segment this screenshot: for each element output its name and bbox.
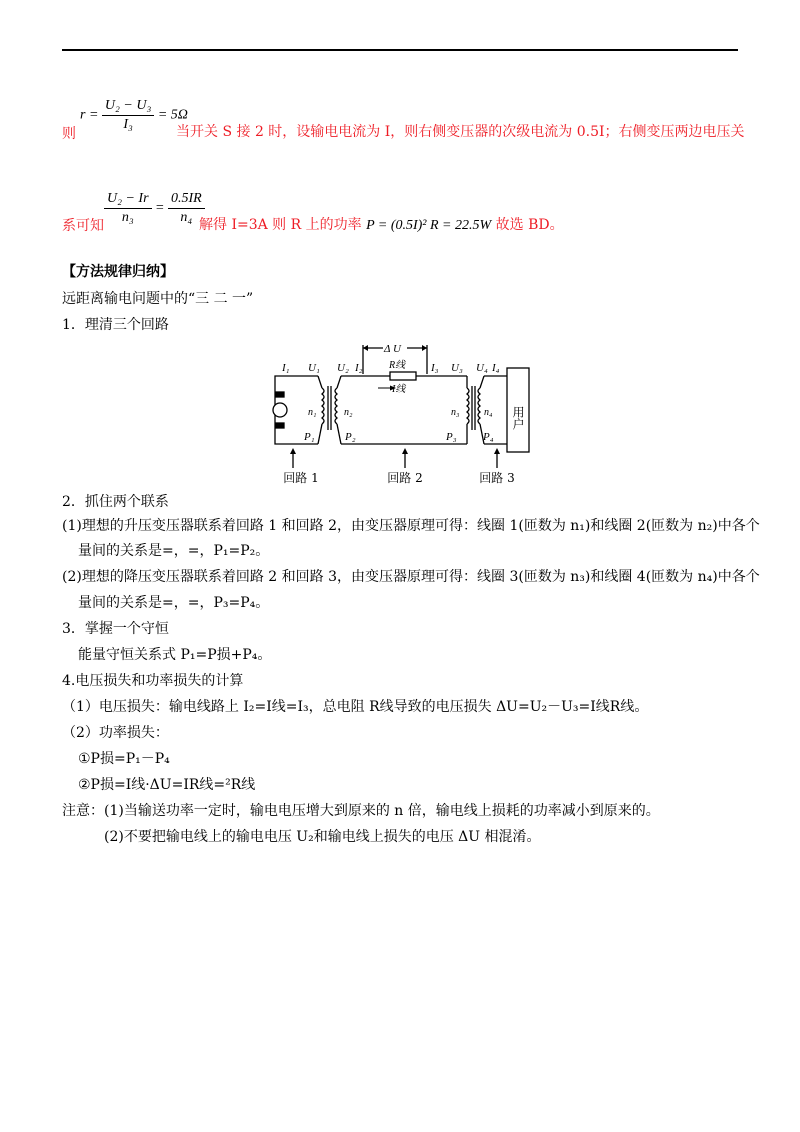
loop-2-label: 回路 2 [387,471,423,485]
header-rule [62,49,738,51]
section-4-item-2b: ②P损=I线·ΔU=IR线=²R线 [78,777,256,793]
section-1-title: 1．理清三个回路 [62,317,169,333]
circuit-diagram [270,340,540,490]
section-4-item-1: （1）电压损失：输电线路上 I₂=I线=I₃，总电阻 R线导致的电压损失 ΔU=U₂－U₃=I线R线。 [62,699,649,715]
label-p4: P₄ [483,431,494,443]
section-3-body: 能量守恒关系式 P₁=P损+P₄。 [78,647,272,663]
eq2-text2: 故选 BD。 [495,217,564,233]
note-2: (2)不要把输电线上的输电电压 U₂和输电线上损失的电压 ΔU 相混淆。 [104,829,541,845]
label-i2: I₂ [355,362,363,374]
eq2-formula-p: P = (0.5I)² R = 22.5W [366,218,492,233]
eq1-formula [80,97,188,134]
label-p3: P₃ [446,431,457,443]
label-delta-u: Δ U [384,343,401,355]
label-n3: n₃ [451,407,460,418]
eq2-prefix: 系可知 [62,218,104,234]
section-3-title: 3．掌握一个守恒 [62,621,169,637]
section-2-item-1b: 量间的关系是=，=，P₁=P₂。 [78,543,270,559]
loop-3-label: 回路 3 [479,471,515,485]
label-r-line: R线 [389,360,406,371]
method-title: 【方法规律归纳】 [62,264,174,280]
eq1-lhs: r = [80,107,99,123]
label-n1: n₁ [308,407,317,418]
eq1-prefix: 则 [62,126,76,142]
eq2-num1: U₂ − Ir [104,190,152,209]
section-4-item-2a: ①P损=P₁－P₄ [78,751,170,767]
label-u2: U₂ [337,362,349,374]
eq2-den2: n₄ [180,210,193,225]
section-2-item-2b: 量间的关系是=，=，P₃=P₄。 [78,595,270,611]
note-1: 注意：(1)当输送功率一定时，输电电压增大到原来的 n 倍，输电线上损耗的功率减小到原来的。 [62,803,660,819]
eq1-text: 当开关 S 接 2 时，设输电电流为 I，则右侧变压器的次级电流为 0.5I；右侧变压两边电压关 [176,124,745,140]
user-box-label: 用户 [511,406,525,430]
eq1-den: I₃ [123,117,133,132]
eq1-rhs: = 5Ω [157,107,188,123]
label-u4: U₄ [476,362,488,374]
label-i1: I₁ [282,362,290,374]
eq1-num: U₂ − U₃ [102,97,154,116]
label-p2: P₂ [345,431,356,443]
eq2-formula [104,190,205,227]
eq2-text-row [199,214,564,234]
label-i-line: I线 [392,384,406,395]
label-n4: n₄ [484,407,493,418]
section-2-item-2a: (2)理想的降压变压器联系着回路 2 和回路 3，由变压器原理可得：线圈 3(匝数为 n₃)和线圈 4(匝数为 n₄)中各个 [62,569,760,585]
section-4-title: 4.电压损失和功率损失的计算 [62,673,244,689]
eq2-text1: 解得 I=3A 则 R 上的功率 [199,217,362,233]
loop-1-label: 回路 1 [283,471,319,485]
label-u1: U₁ [308,362,320,374]
label-i3: I₃ [431,362,439,374]
section-2-title: 2．抓住两个联系 [62,494,169,510]
label-i4: I₄ [492,362,500,374]
label-u3: U₃ [451,362,463,374]
eq2-num2: 0.5IR [168,190,205,209]
section-4-item-2: （2）功率损失： [62,725,169,741]
intro-text: 远距离输电问题中的“三 二 一” [62,291,254,307]
section-2-item-1a: (1)理想的升压变压器联系着回路 1 和回路 2，由变压器原理可得：线圈 1(匝数为 n₁)和线圈 2(匝数为 n₂)中各个 [62,518,760,534]
eq2-eq: = [155,200,165,216]
label-p1: P₁ [304,431,315,443]
label-n2: n₂ [344,407,353,418]
eq2-den1: n₃ [121,210,134,225]
